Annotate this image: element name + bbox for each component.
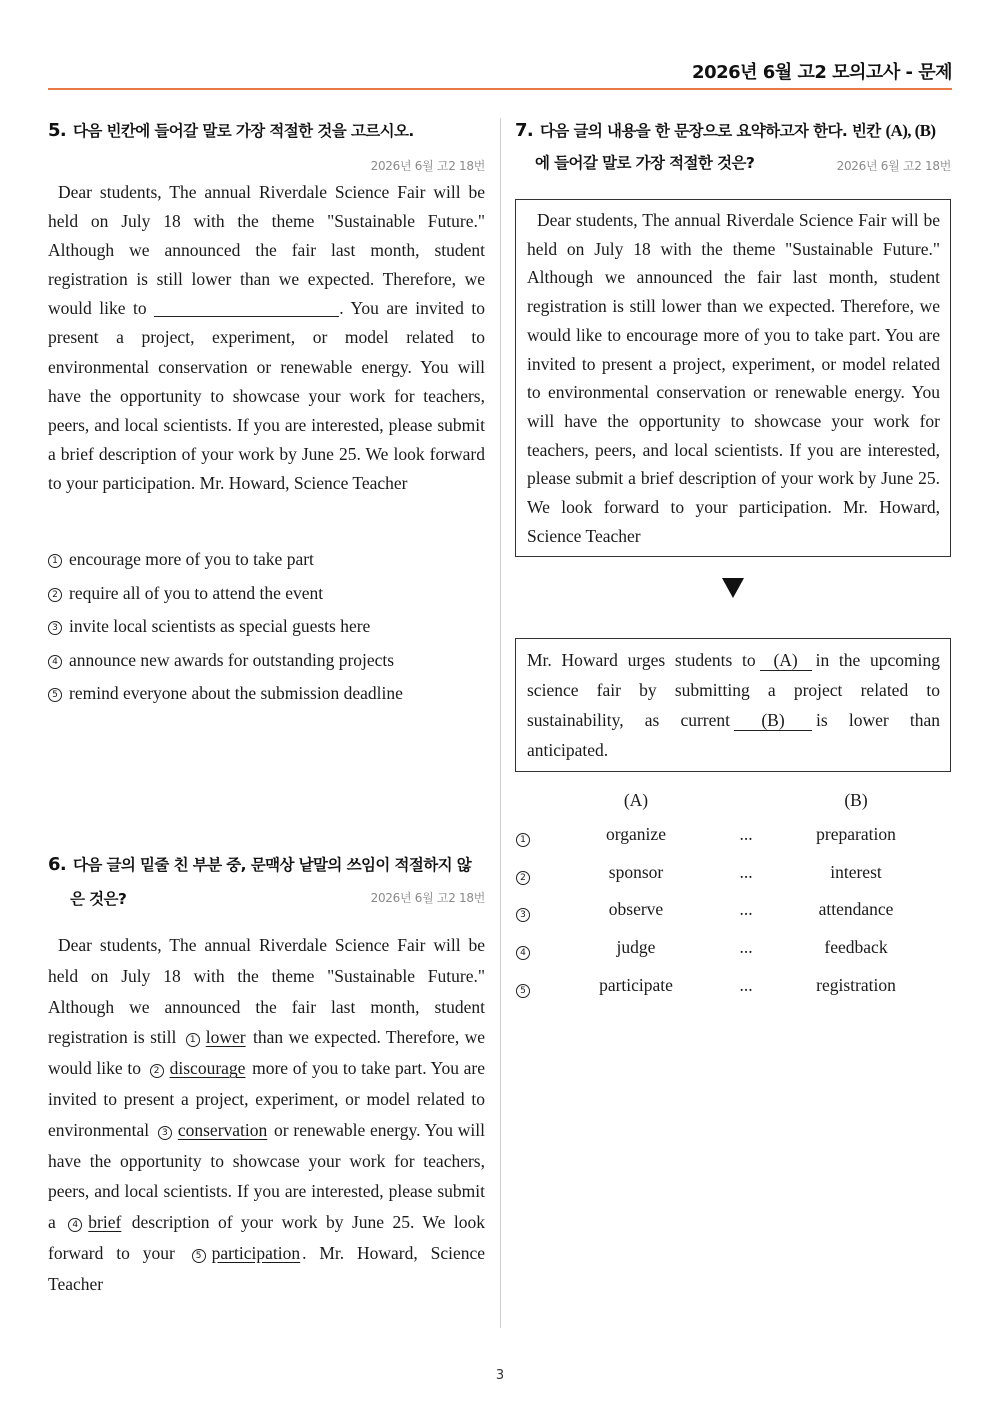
q6-seg: . Mr. Howard, Science Teacher	[48, 1242, 486, 1294]
q7-summary-part: in the upcoming science fair by submitting a project related to sustainability, as current	[527, 650, 941, 730]
column-divider	[500, 118, 501, 1328]
q7-blank-a: (A)	[760, 651, 812, 671]
option-b-text: interest	[830, 862, 882, 882]
option-b-text: attendance	[818, 899, 894, 919]
choice-number-icon: 2	[48, 588, 62, 602]
choice-number-icon: 5	[516, 984, 530, 998]
q6-underlined-2: discourage	[169, 1058, 246, 1079]
circled-number-icon: 5	[192, 1249, 206, 1263]
circled-number-icon: 1	[186, 1033, 200, 1047]
choice-number-icon: 1	[48, 554, 62, 568]
q6-seg: description of your work by June 25. We look forward to your	[48, 1212, 486, 1263]
choice-text: encourage more of you to take part	[69, 549, 314, 569]
q7-passage: Dear students, The annual Riverdale Science Fair will be held on July 18 with the theme "Sustainable Future." Although we announced the fair last month, student registration is still lower than we expected. Therefore, we would like to encourage more of you to take part. You are invited to present a project, experiment, or model related to environmental conservation or renewable energy. You will have the opportunity to showcase your work for teachers, peers, and local scientists. If you are interested, please submit a brief description of your work by June 25. We look forward to your participation. Mr. Howard, Science Teacher	[527, 210, 940, 546]
q5-choice-1[interactable]	[48, 549, 488, 583]
choice-text: remind everyone about the submission deadline	[69, 683, 403, 703]
header-rule	[48, 88, 952, 90]
q7-title-line2: 에 들어갈 말로 가장 적절한 것은?	[535, 154, 755, 172]
q5-choice-4[interactable]	[48, 650, 488, 684]
q6-underlined-4: brief	[88, 1212, 122, 1233]
q7-title-latin: (A), (B)	[885, 121, 936, 140]
q5-passage-after: . You are invited to present a project, experiment, or model related to environmental conservation or renewable energy. You will have the opportunity to showcase your work for teachers, peers, and local scientists. If you are interested, please submit a brief description of your work by June 25. We look forward to your participation. Mr. Howard, Science Teacher	[48, 298, 485, 493]
q6-source: 2026년 6월 고2 18번	[370, 891, 485, 905]
q7-answer-table	[516, 790, 956, 1010]
q5-passage	[48, 178, 485, 498]
q7-passage-box	[515, 199, 951, 557]
q5-choice-3[interactable]	[48, 616, 488, 650]
page-number: 3	[495, 1368, 505, 1383]
choice-text: announce new awards for outstanding projects	[69, 649, 395, 670]
choice-number-icon: 4	[48, 655, 62, 669]
q6-number: 6.	[48, 854, 67, 875]
q7-answer-header	[516, 790, 956, 818]
option-a-text: organize	[606, 824, 666, 844]
down-arrow-icon	[722, 578, 744, 598]
choice-number-icon: 3	[516, 908, 530, 922]
q7-summary-box	[515, 638, 951, 772]
q5-number: 5.	[48, 120, 67, 141]
q7-option-4[interactable]	[516, 937, 956, 965]
page-header-title: 2026년 6월 고2 모의고사 - 문제	[692, 62, 952, 83]
option-a-text: sponsor	[608, 862, 664, 882]
q6-title-line2: 은 것은?	[70, 890, 127, 908]
option-b-text: registration	[816, 975, 896, 995]
q7-option-2[interactable]	[516, 862, 956, 890]
option-a-text: participate	[599, 975, 673, 995]
q5-choices	[48, 549, 488, 717]
option-a-text: judge	[616, 937, 656, 957]
option-separator: ...	[739, 975, 753, 995]
choice-text: require all of you to attend the event	[69, 582, 324, 603]
q5-title-text: 다음 빈칸에 들어갈 말로 가장 적절한 것을 고르시오.	[72, 122, 414, 140]
option-separator: ...	[739, 899, 753, 919]
q7-summary-part: Mr. Howard urges students to	[527, 650, 756, 670]
choice-number-icon: 4	[516, 946, 530, 960]
option-separator: ...	[739, 862, 753, 882]
q7-blank-b: (B)	[734, 711, 812, 731]
q6-passage	[48, 930, 485, 1300]
q5-blank	[154, 299, 339, 317]
q5-choice-2[interactable]	[48, 583, 488, 617]
q7-number: 7.	[515, 120, 534, 141]
option-b-text: preparation	[816, 824, 896, 844]
option-separator: ...	[739, 824, 753, 844]
q7-title-line1: 다음 글의 내용을 한 문장으로 요약하고자 한다. 빈칸	[539, 122, 881, 140]
q5-choice-5[interactable]	[48, 683, 488, 717]
option-separator: ...	[739, 937, 753, 957]
q6-seg: more of you to take part. You are invited to present a project, experiment, or model related to environmental	[48, 1058, 486, 1140]
choice-text: invite local scientists as special guests here	[69, 616, 371, 636]
q7-source: 2026년 6월 고2 18번	[836, 159, 951, 173]
choice-number-icon: 2	[516, 871, 530, 885]
circled-number-icon: 4	[68, 1218, 82, 1232]
circled-number-icon: 2	[150, 1064, 164, 1078]
q7-option-1[interactable]	[516, 824, 956, 852]
column-header-b: (B)	[844, 790, 868, 810]
q6-seg: Dear students, The annual Riverdale Science Fair will be held on July 18 with the theme "Sustainable Future." Although we announced the fair last month, student registration is still	[48, 935, 485, 1048]
option-a-text: observe	[608, 899, 664, 919]
q6-seg: or renewable energy. You will have the opportunity to showcase your work for teachers, peers, and local scientists. If you are interested, please submit a	[48, 1119, 486, 1233]
q7-summary-part: is lower than anticipated.	[527, 710, 940, 760]
q5-source: 2026년 6월 고2 18번	[370, 159, 485, 173]
column-header-a: (A)	[623, 790, 649, 810]
circled-number-icon: 3	[158, 1126, 172, 1140]
q6-title-line1: 다음 글의 밑줄 친 부분 중, 문맥상 낱말의 쓰임이 적절하지 않	[72, 856, 472, 874]
q6-underlined-5: participation	[211, 1242, 301, 1263]
q6-underlined-3: conservation	[177, 1119, 268, 1140]
q5-passage-before: Dear students, The annual Riverdale Science Fair will be held on July 18 with the theme "Sustainable Future." Although we announced the fair last month, student registration is still lower than we expected. Therefore, we would like to	[48, 182, 485, 319]
choice-number-icon: 5	[48, 688, 62, 702]
q5-title	[48, 115, 414, 147]
q6-seg: than we expected. Therefore, we would like to	[48, 1027, 485, 1079]
choice-number-icon: 3	[48, 621, 62, 635]
choice-number-icon: 1	[516, 833, 530, 847]
q7-option-3[interactable]	[516, 899, 956, 927]
option-b-text: feedback	[824, 937, 888, 957]
q6-underlined-1: lower	[205, 1027, 246, 1048]
q7-option-5[interactable]	[516, 975, 956, 1003]
